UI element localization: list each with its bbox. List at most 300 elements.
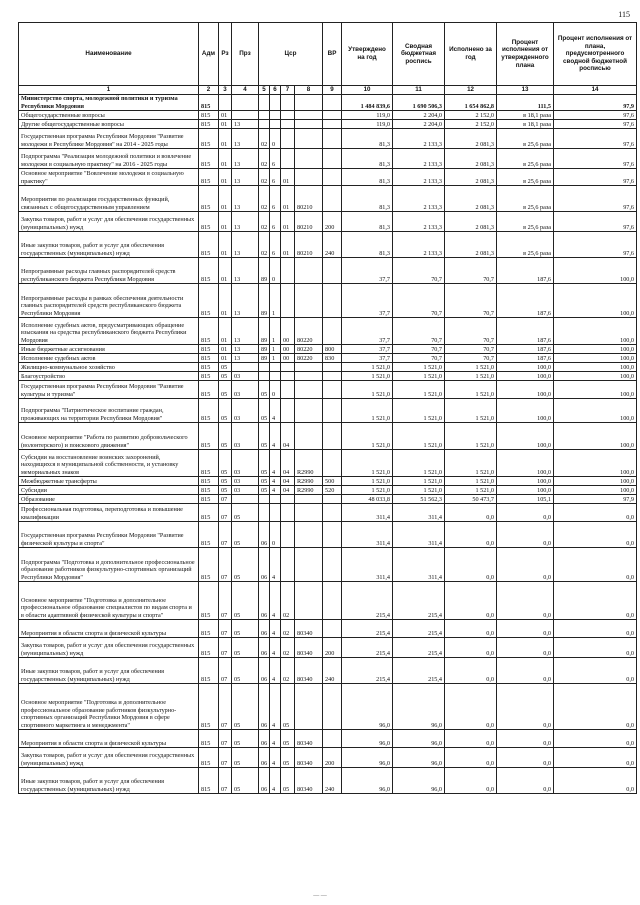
cell-csr-3: 04 [281,486,295,495]
cell-prz: 05 [232,730,259,748]
cell-rz: 07 [219,748,232,768]
cell-vr: 240 [323,658,342,684]
row-name: Иные закупки товаров, работ и услуг для обеспечения государственных (муниципальных) нужд [19,232,199,258]
cell-vr [323,399,342,423]
cell-adm: 815 [199,477,219,486]
cell-executed: 0,0 [445,730,497,748]
cell-budget-list: 2 133,3 [393,232,445,258]
cell-csr-4 [295,548,323,582]
row-name: Межбюджетные трансферты [19,477,199,486]
header-pct-budget: Процент исполнения от плана, предусмотренного сводной бюджетной росписью [554,23,637,86]
cell-vr [323,318,342,345]
cell-executed: 0,0 [445,748,497,768]
row-name: Другие общегосударственные вопросы [19,120,199,129]
cell-pct-plan: 105,1 [497,495,554,504]
cell-adm: 815 [199,768,219,794]
cell-pct-budget: 100,0 [554,450,637,477]
col-num: 13 [497,86,554,95]
row-name: Общегосударственные вопросы [19,111,199,120]
cell-csr-4 [295,129,323,149]
cell-vr: 800 [323,345,342,354]
cell-csr-1 [259,495,270,504]
cell-pct-budget: 97,6 [554,169,637,186]
cell-csr-2: 0 [270,522,281,548]
cell-executed: 0,0 [445,620,497,638]
cell-pct-plan: в 25,6 раза [497,169,554,186]
cell-executed: 2 152,0 [445,120,497,129]
cell-adm: 815 [199,486,219,495]
header-rz: Рз [219,23,232,86]
cell-vr [323,95,342,111]
cell-pct-plan: 0,0 [497,658,554,684]
cell-rz: 05 [219,381,232,399]
col-num: 9 [323,86,342,95]
cell-approved: 96,0 [342,730,393,748]
cell-csr-1: 05 [259,423,270,450]
cell-adm: 815 [199,548,219,582]
cell-budget-list: 1 690 506,3 [393,95,445,111]
row-name: Закупка товаров, работ и услуг для обеспечения государственных (муниципальных) нужд [19,748,199,768]
cell-adm: 815 [199,129,219,149]
cell-executed: 0,0 [445,504,497,522]
cell-csr-2: 4 [270,684,281,730]
cell-executed: 1 521,0 [445,399,497,423]
cell-approved: 311,4 [342,504,393,522]
cell-rz: 01 [219,129,232,149]
cell-pct-plan: в 25,6 раза [497,212,554,232]
cell-csr-4: R2990 [295,477,323,486]
cell-adm: 815 [199,730,219,748]
cell-csr-4 [295,495,323,504]
cell-pct-budget: 0,0 [554,658,637,684]
row-name: Закупка товаров, работ и услуг для обеспечения государственных (муниципальных) нужд [19,212,199,232]
table-row [19,354,637,363]
cell-csr-3 [281,95,295,111]
cell-csr-4 [295,522,323,548]
table-row [19,522,637,548]
cell-budget-list: 1 521,0 [393,399,445,423]
cell-csr-3: 00 [281,345,295,354]
cell-pct-budget: 100,0 [554,477,637,486]
cell-rz: 07 [219,495,232,504]
cell-vr [323,495,342,504]
table-row [19,504,637,522]
cell-csr-4: 80220 [295,345,323,354]
cell-prz: 13 [232,149,259,169]
cell-csr-1: 02 [259,212,270,232]
cell-csr-2: 1 [270,318,281,345]
col-num: 12 [445,86,497,95]
row-name: Непрограммные расходы в рамках обеспечения деятельности главных распорядителей средств республиканского бюджета Республики Мордовия [19,284,199,318]
cell-pct-budget: 0,0 [554,522,637,548]
cell-budget-list: 311,4 [393,504,445,522]
cell-pct-plan: 0,0 [497,548,554,582]
cell-vr [323,620,342,638]
cell-csr-1: 06 [259,548,270,582]
cell-approved: 81,3 [342,149,393,169]
cell-csr-3 [281,129,295,149]
cell-approved: 215,4 [342,582,393,620]
header-pct-plan: Процент исполнения от утвержденного плана [497,23,554,86]
cell-prz: 13 [232,129,259,149]
cell-csr-2: 4 [270,450,281,477]
cell-csr-2: 4 [270,768,281,794]
table-row [19,318,637,345]
cell-executed: 0,0 [445,582,497,620]
cell-prz: 05 [232,548,259,582]
budget-execution-table [18,22,637,794]
cell-adm: 815 [199,363,219,372]
col-num: 11 [393,86,445,95]
cell-pct-plan: 100,0 [497,399,554,423]
cell-csr-1: 05 [259,486,270,495]
cell-csr-2: 1 [270,284,281,318]
cell-pct-plan: 0,0 [497,730,554,748]
row-name: Иные закупки товаров, работ и услуг для обеспечения государственных (муниципальных) нужд [19,768,199,794]
cell-vr [323,372,342,381]
cell-approved: 81,3 [342,232,393,258]
cell-csr-2 [270,504,281,522]
cell-pct-plan: 187,6 [497,354,554,363]
col-num: 7 [281,86,295,95]
cell-pct-budget: 0,0 [554,620,637,638]
cell-approved: 37,7 [342,258,393,284]
cell-pct-plan: 0,0 [497,638,554,658]
table-row [19,423,637,450]
cell-csr-2: 4 [270,399,281,423]
table-row [19,120,637,129]
cell-budget-list: 1 521,0 [393,372,445,381]
cell-pct-budget: 100,0 [554,381,637,399]
cell-csr-2: 4 [270,658,281,684]
table-row [19,381,637,399]
cell-pct-plan: 187,6 [497,318,554,345]
cell-csr-3 [281,399,295,423]
table-row [19,684,637,730]
cell-executed: 0,0 [445,638,497,658]
cell-pct-budget: 97,9 [554,95,637,111]
cell-prz [232,111,259,120]
cell-prz: 13 [232,284,259,318]
table-row [19,95,637,111]
cell-budget-list: 51 562,3 [393,495,445,504]
cell-rz: 07 [219,730,232,748]
cell-budget-list: 96,0 [393,684,445,730]
cell-approved: 37,7 [342,345,393,354]
cell-csr-2: 1 [270,345,281,354]
cell-csr-3 [281,522,295,548]
cell-adm: 815 [199,186,219,212]
table-row [19,768,637,794]
cell-csr-3: 04 [281,450,295,477]
cell-pct-plan: 0,0 [497,620,554,638]
cell-csr-4 [295,120,323,129]
row-name: Подпрограмма "Подготовка и дополнительное профессиональное образование работников физкультурно-спортивных организаций Республики Мордовия" [19,548,199,582]
col-num: 3 [219,86,232,95]
row-name: Образование [19,495,199,504]
cell-vr [323,284,342,318]
cell-vr [323,186,342,212]
cell-rz: 01 [219,169,232,186]
table-row [19,638,637,658]
cell-budget-list: 1 521,0 [393,381,445,399]
cell-approved: 96,0 [342,768,393,794]
cell-rz: 05 [219,363,232,372]
cell-executed: 50 473,7 [445,495,497,504]
cell-rz: 05 [219,399,232,423]
cell-approved: 1 484 839,6 [342,95,393,111]
table-row [19,748,637,768]
col-num: 14 [554,86,637,95]
cell-pct-budget: 100,0 [554,372,637,381]
cell-csr-4 [295,363,323,372]
cell-csr-2: 4 [270,730,281,748]
cell-pct-plan: в 25,6 раза [497,186,554,212]
cell-pct-budget: 97,6 [554,232,637,258]
row-name: Профессиональная подготовка, переподготовка и повышение квалификации [19,504,199,522]
cell-csr-1 [259,372,270,381]
cell-approved: 1 521,0 [342,363,393,372]
cell-approved: 1 521,0 [342,372,393,381]
cell-rz: 01 [219,149,232,169]
cell-pct-plan: 0,0 [497,522,554,548]
cell-executed: 0,0 [445,548,497,582]
cell-budget-list: 2 133,3 [393,129,445,149]
row-name: Государственная программа Республики Мордовия "Развитие молодежи в Республике Мордовия" на 2014 - 2025 годы [19,129,199,149]
cell-executed: 1 521,0 [445,363,497,372]
cell-prz: 03 [232,486,259,495]
table-row [19,232,637,258]
table-row [19,548,637,582]
row-name: Министерство спорта, молодежной политики и туризма Республики Мордовия [19,95,199,111]
col-num: 5 [259,86,270,95]
col-num: 6 [270,86,281,95]
cell-prz: 05 [232,658,259,684]
col-num: 4 [232,86,259,95]
cell-csr-3 [281,363,295,372]
cell-approved: 311,4 [342,522,393,548]
cell-pct-budget: 0,0 [554,548,637,582]
table-row [19,169,637,186]
cell-pct-budget: 100,0 [554,284,637,318]
col-num: 8 [295,86,323,95]
table-row [19,111,637,120]
cell-pct-budget: 0,0 [554,582,637,620]
row-name: Исполнение судебных актов [19,354,199,363]
cell-prz: 05 [232,638,259,658]
cell-approved: 215,4 [342,658,393,684]
cell-csr-4: 80340 [295,658,323,684]
row-name: Непрограммные расходы главных распорядителей средств республиканского бюджета Республики Мордовия [19,258,199,284]
cell-csr-2: 4 [270,548,281,582]
cell-csr-4: 80220 [295,318,323,345]
cell-pct-budget: 0,0 [554,730,637,748]
cell-rz: 07 [219,522,232,548]
cell-prz: 13 [232,345,259,354]
cell-pct-budget: 0,0 [554,684,637,730]
cell-adm: 815 [199,95,219,111]
cell-budget-list: 2 133,3 [393,149,445,169]
cell-csr-1 [259,111,270,120]
cell-pct-plan: 0,0 [497,768,554,794]
row-name: Основное мероприятие "Подготовка и дополнительное профессиональное образование работников физкультурно-спортивных организаций Республики Мордовия в сфере спортивного маркетинга и менеджмента" [19,684,199,730]
cell-vr: 830 [323,354,342,363]
cell-prz: 03 [232,423,259,450]
table-row [19,258,637,284]
cell-csr-4 [295,381,323,399]
cell-budget-list: 2 133,3 [393,186,445,212]
cell-csr-1: 06 [259,768,270,794]
budget-table-container [18,22,636,794]
cell-rz: 07 [219,684,232,730]
cell-csr-4: 80340 [295,638,323,658]
cell-csr-2 [270,372,281,381]
col-num: 10 [342,86,393,95]
cell-budget-list: 2 133,3 [393,169,445,186]
cell-adm: 815 [199,504,219,522]
cell-approved: 96,0 [342,748,393,768]
cell-csr-3 [281,258,295,284]
cell-adm: 815 [199,318,219,345]
cell-prz: 05 [232,582,259,620]
cell-rz: 07 [219,548,232,582]
cell-pct-budget: 100,0 [554,486,637,495]
cell-approved: 119,0 [342,111,393,120]
row-name: Иные бюджетные ассигнования [19,345,199,354]
header-budget-list: Сводная бюджетная роспись [393,23,445,86]
cell-csr-3: 05 [281,684,295,730]
cell-rz: 01 [219,212,232,232]
cell-pct-plan: 100,0 [497,450,554,477]
cell-budget-list: 215,4 [393,658,445,684]
cell-pct-budget: 100,0 [554,258,637,284]
cell-approved: 48 033,8 [342,495,393,504]
cell-csr-2: 6 [270,186,281,212]
cell-adm: 815 [199,345,219,354]
cell-rz: 01 [219,354,232,363]
cell-prz: 05 [232,504,259,522]
cell-pct-plan: 0,0 [497,582,554,620]
cell-pct-plan: в 25,6 раза [497,232,554,258]
cell-prz: 05 [232,768,259,794]
cell-vr [323,423,342,450]
cell-adm: 815 [199,522,219,548]
cell-csr-1: 06 [259,658,270,684]
cell-csr-2: 6 [270,149,281,169]
cell-executed: 70,7 [445,284,497,318]
table-row [19,129,637,149]
cell-pct-budget: 100,0 [554,354,637,363]
cell-vr: 520 [323,486,342,495]
row-name: Основное мероприятие "Подготовка и дополнительное профессиональное образование специалистов по видам спорта и в области адаптивной физической культуры и спорта" [19,582,199,620]
cell-csr-1: 89 [259,284,270,318]
cell-budget-list: 96,0 [393,730,445,748]
cell-csr-4: R2990 [295,486,323,495]
cell-pct-plan: 100,0 [497,477,554,486]
cell-rz: 07 [219,638,232,658]
cell-adm: 815 [199,684,219,730]
cell-vr [323,149,342,169]
cell-csr-4 [295,423,323,450]
cell-adm: 815 [199,748,219,768]
cell-csr-3: 00 [281,318,295,345]
cell-budget-list: 70,7 [393,354,445,363]
cell-rz: 07 [219,658,232,684]
cell-prz: 05 [232,684,259,730]
cell-csr-2: 1 [270,354,281,363]
cell-vr [323,548,342,582]
cell-adm: 815 [199,381,219,399]
cell-budget-list: 70,7 [393,318,445,345]
cell-csr-1: 02 [259,232,270,258]
cell-csr-1 [259,363,270,372]
cell-budget-list: 1 521,0 [393,486,445,495]
cell-prz: 03 [232,381,259,399]
cell-rz [219,95,232,111]
cell-adm: 815 [199,258,219,284]
cell-vr: 240 [323,232,342,258]
cell-pct-budget: 97,6 [554,129,637,149]
header-row [19,23,637,86]
cell-approved: 1 521,0 [342,486,393,495]
cell-pct-budget: 0,0 [554,638,637,658]
cell-csr-1: 02 [259,169,270,186]
cell-pct-budget: 100,0 [554,423,637,450]
cell-pct-budget: 100,0 [554,345,637,354]
cell-approved: 96,0 [342,684,393,730]
cell-approved: 1 521,0 [342,423,393,450]
cell-prz: 05 [232,522,259,548]
cell-prz: 13 [232,258,259,284]
cell-csr-4: 80340 [295,748,323,768]
cell-approved: 81,3 [342,129,393,149]
cell-csr-4 [295,111,323,120]
cell-budget-list: 1 521,0 [393,423,445,450]
row-name: Подпрограмма "Патриотическое воспитание граждан, проживающих на территории Республики Мордовия" [19,399,199,423]
cell-csr-2: 4 [270,423,281,450]
cell-adm: 815 [199,423,219,450]
cell-executed: 0,0 [445,522,497,548]
cell-csr-3 [281,149,295,169]
row-name: Субсидии на восстановление воинских захоронений, находящихся в муниципальной собственности, и установку мемориальных знаков [19,450,199,477]
cell-executed: 1 521,0 [445,450,497,477]
cell-pct-plan: 100,0 [497,423,554,450]
cell-approved: 1 521,0 [342,450,393,477]
cell-vr: 200 [323,638,342,658]
cell-prz: 03 [232,372,259,381]
cell-executed: 2 081,3 [445,232,497,258]
table-row [19,450,637,477]
page-number: 115 [618,10,630,19]
cell-csr-2: 0 [270,381,281,399]
row-name: Иные закупки товаров, работ и услуг для обеспечения государственных (муниципальных) нужд [19,658,199,684]
cell-executed: 0,0 [445,658,497,684]
column-number-row [19,86,637,95]
cell-approved: 1 521,0 [342,381,393,399]
cell-csr-3 [281,111,295,120]
cell-csr-4 [295,582,323,620]
cell-pct-plan: 100,0 [497,363,554,372]
cell-adm: 815 [199,120,219,129]
cell-csr-4: 80220 [295,354,323,363]
row-name: Жилищно-коммунальное хозяйство [19,363,199,372]
cell-rz: 07 [219,620,232,638]
cell-executed: 0,0 [445,684,497,730]
cell-rz: 05 [219,423,232,450]
cell-vr [323,381,342,399]
cell-prz: 13 [232,169,259,186]
cell-executed: 2 081,3 [445,129,497,149]
